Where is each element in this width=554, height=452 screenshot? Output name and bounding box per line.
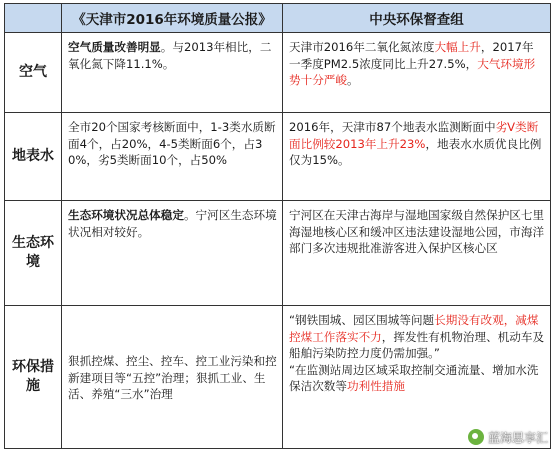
header-bulletin: 《天津市2016年环境质量公报》: [62, 4, 283, 33]
highlight-text: 性措施: [370, 379, 405, 393]
highlight-text: 功利: [346, 379, 371, 393]
highlight-text: 大气环境形势十分严峻: [289, 56, 536, 87]
row-category: 生态环境: [5, 201, 62, 306]
inspection-cell: [283, 33, 551, 113]
bulletin-cell: [62, 113, 283, 201]
text-run: 。与2013年相比，二氧化氮下降11.1%。: [68, 40, 272, 71]
text-run: 2016年，天津市87个地表水监测断面中: [289, 120, 496, 134]
bulletin-cell: [62, 33, 283, 113]
inspection-cell: [283, 113, 551, 201]
text-run: 天津市2016年二氧化氮浓度: [289, 40, 435, 54]
bulletin-cell: [62, 201, 283, 306]
header-category: [5, 4, 62, 33]
row-category: 环保措施: [5, 306, 62, 449]
bulletin-cell: [62, 306, 283, 449]
text-run: 。: [346, 73, 359, 87]
header-inspection: 中央环保督查组: [283, 4, 551, 33]
comparison-table: [4, 3, 551, 449]
emphasis-text: 生态环境状况总体稳定: [68, 208, 184, 222]
table-row: [5, 33, 551, 113]
emphasis-text: 空气质量改善明显: [68, 40, 161, 54]
text-run: 狠抓控煤、控尘、控车、控工业污染和控新建项目等“五控”治理；狠抓工业、生活、养殖“三水”治理: [68, 354, 277, 402]
text-run: ，2017年一季度PM2.5浓度同比上升27.5%，: [289, 40, 534, 71]
row-category: 地表水: [5, 113, 62, 201]
table-header-row: [5, 4, 551, 33]
row-category: 空气: [5, 33, 62, 113]
text-run: ，地表水水质优良比例仅为15%。: [289, 136, 542, 167]
inspection-cell: [283, 201, 551, 306]
highlight-text: 长期没有改观，减煤控煤工作落实不力: [289, 313, 539, 344]
watermark-text: 蓝海思享汇: [487, 430, 548, 445]
text-run: 宁河区在天津古海岸与湿地国家级自然保护区七里海湿地核心区和缓冲区违法建设湿地公园，市海洋部门多次违规批准游客进入保护区核心区: [289, 208, 545, 255]
highlight-text: 大幅上升: [434, 40, 481, 54]
table-row: [5, 201, 551, 306]
text-run: “钢铁围城、园区围城等问题: [289, 313, 435, 327]
table-row: [5, 113, 551, 201]
highlight-text: 劣Ⅴ类断面比例较2013年上升23%: [289, 120, 539, 151]
text-run: ，挥发性有机物治理、机动车及船舶污染防控力度仍需加强。”: [289, 329, 545, 360]
text-run: 。宁河区生态环境状况相对较好。: [68, 208, 277, 239]
text-run: 全市20个国家考核断面中，1-3类水质断面4个，占20%，4-5类断面6个，占30%，劣5类断面10个，占50%: [68, 120, 276, 167]
watermark: [467, 428, 548, 446]
text-run: “在监测站周边区域采取控制交通流量、增加水洗保洁次数等: [289, 362, 539, 393]
leaf-logo-icon: [467, 428, 485, 446]
